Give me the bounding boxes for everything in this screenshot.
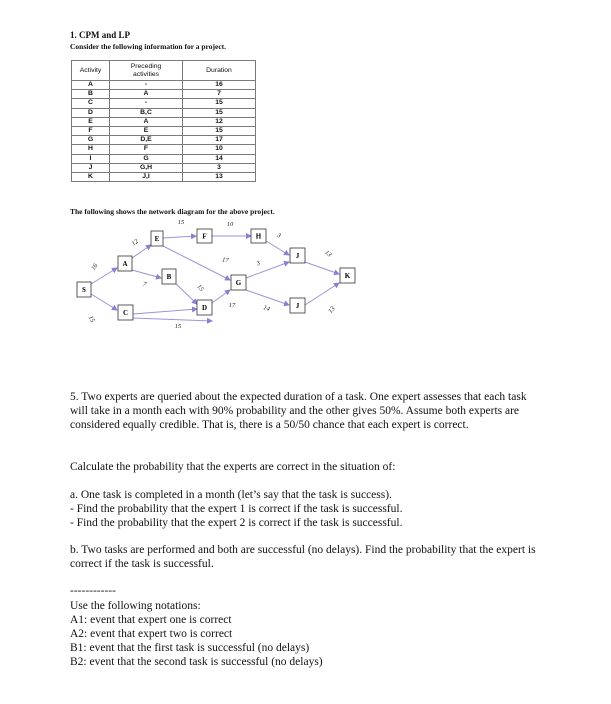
cell-duration: 15 <box>183 99 256 108</box>
cell-activity: E <box>72 117 110 126</box>
edge-label: 10 <box>226 221 234 228</box>
node-label: J <box>295 302 300 310</box>
diagram-caption: The following shows the network diagram for the above project. <box>70 207 275 216</box>
cell-activity: I <box>72 154 110 163</box>
diagram-node <box>118 305 133 320</box>
diagram-node <box>151 231 163 246</box>
separator-line: ------------ <box>70 585 116 597</box>
node-label: J <box>295 252 300 260</box>
notation-b2: B2: event that the second task is successful (no delays) <box>70 656 323 668</box>
edge-label: 16 <box>90 262 100 272</box>
part-a-line-1: a. One task is completed in a month (let’s say that the task is success). <box>70 489 392 501</box>
cell-activity: B <box>72 90 110 99</box>
node-label: E <box>154 235 160 243</box>
notation-a2: A2: event that expert two is correct <box>70 628 233 640</box>
part-a-line-3: - Find the probability that the expert 2 is correct if the task is successful. <box>70 517 403 529</box>
edge-c-d <box>133 309 197 314</box>
node-label: B <box>166 273 172 281</box>
cell-duration: 15 <box>183 108 256 117</box>
cell-activity: C <box>72 99 110 108</box>
cell-preceding: - <box>110 99 183 108</box>
question-5-intro: 5. Two experts are queried about the expected duration of a task. One expert assesses that each task will take in a month each with 90% probability and the other gives 50%. Assume both experts are considered equally credible. That is, there is a 50/50 chance that each expert is correct. <box>70 391 527 431</box>
node-label: D <box>201 304 208 312</box>
part-a-line-2: - Find the probability that the expert 1 is correct if the task is successful. <box>70 503 403 515</box>
diagram-node <box>118 256 132 271</box>
part-b: b. Two tasks are performed and both are successful (no delays). Find the probability that the expert is correct if the task is successful. <box>70 544 536 570</box>
cell-activity: K <box>72 172 110 181</box>
edge-a-b <box>132 270 161 278</box>
cell-activity: D <box>72 108 110 117</box>
edge-label: 17 <box>221 256 230 265</box>
cell-duration: 16 <box>183 81 256 90</box>
cell-preceding: - <box>110 81 183 90</box>
cell-preceding: G,H <box>110 163 183 172</box>
header-preceding-text: Preceding activities <box>130 62 162 78</box>
edge-s-c <box>91 294 117 310</box>
cell-duration: 13 <box>183 172 256 181</box>
edge-label: 15 <box>177 219 185 226</box>
cell-preceding: F <box>110 145 183 154</box>
node-label: F <box>202 232 207 241</box>
edge-d-g <box>212 290 230 303</box>
edge-g-j2 <box>246 290 289 305</box>
cell-activity: G <box>72 136 110 145</box>
edge-c-dest <box>133 318 212 321</box>
diagram-node <box>340 268 355 283</box>
node-label: H <box>255 232 262 241</box>
diagram-node <box>197 229 212 243</box>
edge-b-d <box>175 283 197 304</box>
edge-label: 3 <box>255 259 262 268</box>
cell-preceding: D,E <box>110 136 183 145</box>
node-label: S <box>82 286 86 294</box>
cell-preceding: B,C <box>110 108 183 117</box>
cell-activity: H <box>72 145 110 154</box>
edge-label: 15 <box>86 314 96 324</box>
edge-label: 7 <box>141 280 148 289</box>
edge-label: 15 <box>174 323 182 330</box>
cell-duration: 10 <box>183 145 256 154</box>
edge-h-j <box>266 241 289 255</box>
cell-preceding: E <box>110 126 183 135</box>
node-label: K <box>344 272 351 280</box>
edge-label: 14 <box>262 304 271 313</box>
cell-preceding: G <box>110 154 183 163</box>
question-1-title: 1. CPM and LP <box>70 30 131 40</box>
cell-preceding: A <box>110 90 183 99</box>
diagram-node <box>77 282 91 297</box>
diagram-node <box>231 275 246 290</box>
cell-duration: 17 <box>183 136 256 145</box>
diagram-nodes <box>77 229 355 320</box>
notation-a1: A1: event that expert one is correct <box>70 614 232 626</box>
cell-duration: 3 <box>183 163 256 172</box>
cell-activity: F <box>72 126 110 135</box>
header-activity: Activity <box>72 61 110 81</box>
edge-label: 12 <box>130 238 140 248</box>
cell-preceding: J,I <box>110 172 183 181</box>
cell-preceding: A <box>110 117 183 126</box>
node-label: A <box>122 260 128 268</box>
cell-duration: 14 <box>183 154 256 163</box>
diagram-node <box>290 248 305 263</box>
node-label: G <box>235 279 242 287</box>
edge-j2-k <box>305 283 339 305</box>
edge-label: 13 <box>323 249 333 259</box>
network-diagram <box>0 0 611 340</box>
header-duration: Duration <box>183 61 256 81</box>
edge-g-j <box>246 262 289 278</box>
cell-duration: 7 <box>183 90 256 99</box>
diagram-node <box>197 300 212 315</box>
cell-duration: 15 <box>183 126 256 135</box>
node-label: C <box>122 309 129 317</box>
diagram-node <box>290 298 305 313</box>
notation-b1: B1: event that the first task is successful (no delays) <box>70 642 310 654</box>
edge-label: 17 <box>228 302 236 309</box>
edge-label: 15 <box>195 283 205 293</box>
diagram-node <box>251 229 266 243</box>
notation-title: Use the following notations: <box>70 600 201 612</box>
edge-label: 13 <box>327 305 337 315</box>
edge-label: 3 <box>275 231 282 240</box>
cell-activity: J <box>72 163 110 172</box>
question-1-intro: Consider the following information for a project. <box>70 42 227 51</box>
diagram-node <box>162 269 176 284</box>
cell-duration: 12 <box>183 117 256 126</box>
edge-e-f <box>163 236 196 238</box>
edge-j-k <box>305 262 339 274</box>
cell-activity: A <box>72 81 110 90</box>
question-5-prompt: Calculate the probability that the experts are correct in the situation of: <box>70 461 396 473</box>
